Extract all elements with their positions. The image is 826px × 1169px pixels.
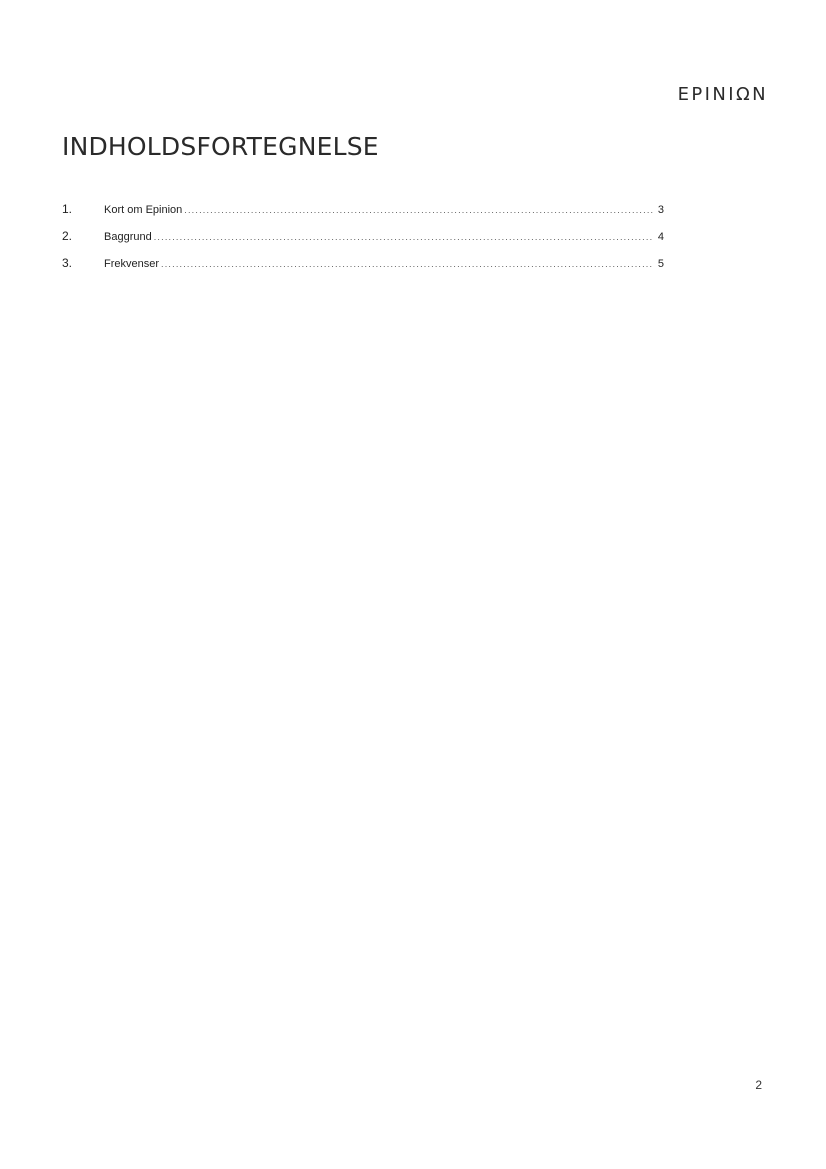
toc-entry-label[interactable]: Kort om Epinion bbox=[104, 204, 183, 216]
toc-entry-kort-om-epinion[interactable] bbox=[62, 202, 664, 229]
page-number: 2 bbox=[755, 1078, 762, 1092]
toc-dot-leader bbox=[154, 232, 653, 242]
epinion-logo: EPINIΩN bbox=[677, 84, 768, 105]
toc-entry-number: 2. bbox=[62, 229, 73, 243]
toc-entry-frekvenser[interactable] bbox=[62, 256, 664, 283]
toc-entry-label[interactable]: Frekvenser bbox=[104, 258, 160, 270]
toc-entry-number: 1. bbox=[62, 202, 73, 216]
toc-entry-page[interactable]: 3 bbox=[657, 204, 664, 216]
toc-entry-label[interactable]: Baggrund bbox=[104, 231, 152, 243]
toc-dot-leader bbox=[161, 259, 653, 269]
toc-dot-leader bbox=[184, 205, 653, 215]
toc-entry-number: 3. bbox=[62, 256, 73, 270]
toc-title: INDHOLDSFORTEGNELSE bbox=[62, 132, 379, 161]
toc-entry-page[interactable]: 5 bbox=[657, 258, 664, 270]
table-of-contents bbox=[62, 202, 664, 283]
toc-entry-page[interactable]: 4 bbox=[657, 231, 664, 243]
toc-entry-baggrund[interactable] bbox=[62, 229, 664, 256]
